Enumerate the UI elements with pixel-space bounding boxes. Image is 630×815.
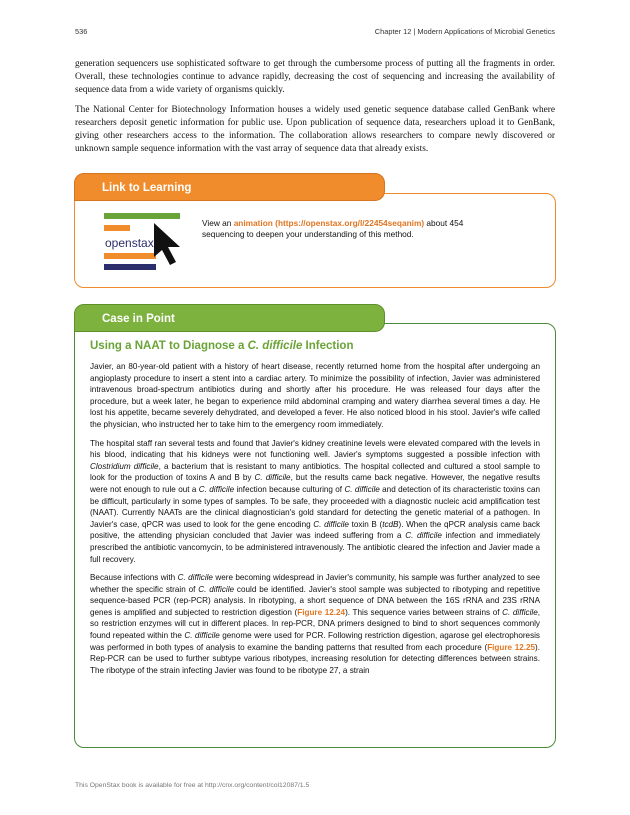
logo-orange-bar-2 bbox=[104, 253, 156, 259]
italic-run: C. difficile bbox=[177, 573, 213, 583]
ll-text-after: about 454 sequencing to deepen your understanding of this method. bbox=[202, 218, 464, 239]
text-run: ). This sequence varies between strains of bbox=[345, 607, 503, 617]
openstax-logo bbox=[104, 213, 192, 273]
italic-run: tcdB bbox=[382, 519, 399, 529]
text-run: The hospital staff ran several tests and found that Javier's kidney creatinine levels were elevated compared with the levels in his blood, indicating that his kidneys were not functioning well. Javier's symptoms suggested a possible infection with bbox=[90, 438, 540, 460]
page-number: 536 bbox=[75, 27, 88, 36]
italic-run: C. difficile bbox=[502, 607, 538, 617]
case-body bbox=[90, 361, 540, 683]
text-run: , but the results came back negative. However, the negative results were not enough to rule out a bbox=[90, 473, 541, 494]
text-run: and detection of its characteristic toxins can be difficult, particularly in some types of samples. To be safe, they proceeded with a diagnostic nucleic acid amplification test (NAAT). Currently NAATs are the clinical diagnostician's gold standard for detecting the genetic material of a pathogen. In Javier's case, qPCR was used to look for the gene encoding bbox=[90, 484, 541, 529]
case-paragraph-3 bbox=[90, 572, 540, 676]
case-title-italic: C. difficile bbox=[247, 340, 303, 352]
text-run: were becoming widespread in Javier's community, his sample was further analyzed to see whether the specific strain of bbox=[90, 573, 540, 594]
text-run: genome were used for PCR. Following restriction digestion, agarose gel electrophoresis was performed in both types of analysis to examine the banding patterns that resulted from each procedure ( bbox=[90, 631, 540, 652]
case-title-part-2: Infection bbox=[302, 340, 354, 352]
text-run: ). When the qPCR analysis came back positive, the attending physician concluded that Javier was indeed suffering from a bbox=[90, 519, 541, 541]
footer-text: This OpenStax book is available for free at http://cnx.org/content/col12087/1.5 bbox=[75, 782, 310, 789]
text-run: toxin B ( bbox=[348, 519, 383, 529]
link-to-learning-text bbox=[202, 218, 502, 240]
link-to-learning-tab: Link to Learning bbox=[74, 173, 385, 201]
case-title bbox=[90, 340, 353, 352]
italic-run: C. difficile bbox=[198, 484, 235, 494]
italic-run: C. difficile bbox=[198, 584, 235, 594]
intro-paragraph-1: generation sequencers use sophisticated software to get through the cumbersome process of putting all the fragments in order. Overall, these technologies continue to advance rapidly, decreasing the cost of sequencing and increasing the availability of sequence data from a wide variety of organisms quickly. bbox=[75, 59, 555, 95]
figure-12-24-link[interactable]: Figure 12.24 bbox=[297, 607, 346, 617]
text-run: ). Rep-PCR can be used to further subtype various ribotypes, increasing resolution for detecting differences between strains. The ribotype of the strain infecting Javier was found to be ribotype 27, a strain bbox=[90, 642, 540, 675]
italic-run: Clostridium difficile bbox=[90, 461, 159, 471]
text-run: infection and immediately prescribed the antibiotic vancomycin, to be administered intravenously. The antibiotic cleared the infection and Javier made a full recovery. bbox=[90, 531, 541, 564]
ll-text-before: View an bbox=[202, 218, 234, 228]
italic-run: C. difficile bbox=[405, 531, 442, 541]
animation-link[interactable]: animation (https://openstax.org/l/22454seqanim) bbox=[233, 218, 425, 228]
intro-paragraph-2: The National Center for Biotechnology Information houses a widely used genetic sequence database called GenBank where researchers deposit genetic information for public use. Upon publication of sequence data, researchers upload it to GenBank, giving other researchers access to the information. The collaboration allows researchers to compare newly discovered or unknown sample sequence information with the vast array of sequence data that already exists. bbox=[75, 105, 555, 154]
italic-run: C. difficile bbox=[344, 484, 380, 494]
text-run: , so restriction enzymes will cut in different places. In rep-PCR, DNA primers designed to bind to short sequences commonly found repeated within the bbox=[90, 607, 540, 641]
case-paragraph-2 bbox=[90, 438, 540, 566]
italic-run: C. difficile bbox=[254, 473, 291, 483]
chapter-header: Chapter 12 | Modern Applications of Microbial Genetics bbox=[374, 27, 555, 36]
logo-orange-bar bbox=[104, 225, 130, 231]
figure-12-25-link[interactable]: Figure 12.25 bbox=[487, 642, 536, 652]
text-run: Because infections with bbox=[90, 573, 178, 583]
italic-run: C. difficile bbox=[313, 519, 349, 529]
cursor-arrow-icon bbox=[154, 223, 180, 265]
text-run: , a bacterium that is resistant to many antibiotics. The hospital collected and cultured a stool sample to look for the production of toxins A and B by bbox=[90, 461, 540, 483]
case-in-point-tab: Case in Point bbox=[74, 304, 385, 332]
case-title-part-1: Using a NAAT to Diagnose a bbox=[90, 340, 248, 352]
logo-navy-bar bbox=[104, 264, 156, 270]
italic-run: C. difficile bbox=[184, 631, 220, 641]
text-run: infection because culturing of bbox=[234, 484, 345, 494]
text-run: could be identified. Javier's stool sample was subjected to ribotyping and repetitive sequence-based PCR (rep-PCR) analysis. In ribotyping, a short sequence of DNA between the 16S rRNA and 23S rRNA genes is amplified and subjected to restriction digestion ( bbox=[90, 584, 541, 617]
case-paragraph-1: Javier, an 80-year-old patient with a history of heart disease, recently returned home from the hospital after undergoing an angioplasty procedure to insert a stent into a cardiac artery. To minimize the possibility of infection, Javier was administered intravenous broad-spectrum antibiotics during and shortly after his procedure. He was released four days after the procedure, but a week later, he began to experience mild abdominal cramping and watery diarrhea several times a day. He lost his appetite, became severely dehydrated, and developed a fever. He also noticed blood in his stool. Javier's wife called the physician, who instructed her to take him to the emergency room immediately. bbox=[90, 362, 540, 429]
logo-text: openstax bbox=[105, 236, 154, 250]
logo-green-bar bbox=[104, 213, 180, 219]
